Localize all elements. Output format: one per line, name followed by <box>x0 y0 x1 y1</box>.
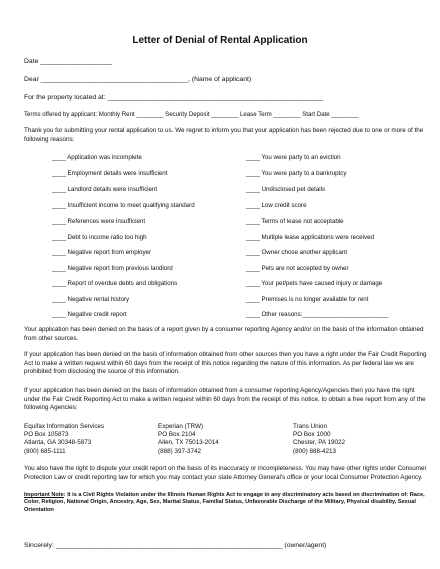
reason-right-8: ____ Pets are not accepted by owner <box>246 265 349 272</box>
signature-line: Sincerely: ____________________________________________________________ (owner/agent) <box>24 542 327 549</box>
reason-right-6: ____ Multiple lease applications were received <box>246 234 374 241</box>
reason-right-3: ____ Undisclosed pet details <box>246 186 326 193</box>
important-note-text: : It is a Civil Rights Violation under the Illinois Human Rights Act to engage in any discriminatory acts based on discrimination of: Race, Color, Religion, National Origin, Ancestry, Age, Sex, Marital Status, Familial Status, Unfavorable Discharge of the Military, Physical disability, Sexual Orientation <box>24 492 425 513</box>
dear-line: Dear _______________________________________, (Name of applicant) <box>24 76 252 83</box>
agency-name: Experian (TRW) <box>158 423 204 430</box>
agency-equifax <box>24 423 104 456</box>
reason-left-1: ____ Application was incomplete <box>52 154 142 161</box>
agency-name: Equifax Information Services <box>24 423 105 430</box>
reason-right-11: ____ Other reasons:_________________________ <box>246 311 389 318</box>
reason-left-9: ____ Report of overdue debts and obligations <box>52 280 178 287</box>
reason-right-9: ____ Your pet/pets have caused injury or damage <box>246 280 383 287</box>
date-line: Date ___________________ <box>24 58 113 65</box>
terms-line: Terms offered by applicant: Monthly Rent ________ Security Deposit ________ Lease Term ________ Start Date ________ <box>24 111 359 118</box>
paragraph-other-sources: If your application has been denied on the basis of information obtained from other sources then you have a right under the Fair Credit Reporting Act to make a written request within 60 days from the receipt of this notice regarding the nature of this information. As per federal law we are prohibited from disclosing the source of this information. <box>24 351 427 376</box>
agency-transunion <box>293 423 345 456</box>
reason-left-3: ____ Landlord details were insufficient <box>52 186 158 193</box>
intro-paragraph: Thank you for submitting your rental application to us. We regret to inform you that your application has been rejected due to one or more of the following reasons: <box>24 127 424 143</box>
agency-address-line-1: PO Box 105873 <box>24 431 69 439</box>
important-note-label: Important Note <box>24 492 64 498</box>
agency-phone: (888) 397-3742 <box>158 447 202 455</box>
document-title: Letter of Denial of Rental Application <box>132 35 308 46</box>
agency-name: Trans Union <box>293 423 328 430</box>
reason-right-5: ____ Terms of lease not acceptable <box>246 218 344 225</box>
agency-address-line-1: PO Box 1000 <box>293 431 331 439</box>
reason-left-6: ____ Debt to income ratio too high <box>52 234 147 241</box>
reason-right-2: ____ You were party to a bankruptcy <box>246 170 347 177</box>
reason-left-10: ____ Negative rental history <box>52 296 130 303</box>
paragraph-consumer-report: Your application has been denied on the basis of a report given by a consumer reporting Agency and/or on the basis of the information obtained from other sources. <box>24 326 424 342</box>
agency-address-line-1: PO Box 2104 <box>158 431 196 439</box>
reason-left-2: ____ Employment details were insufficient <box>52 170 168 177</box>
reason-left-5: ____ References were insufficient <box>52 218 146 225</box>
reason-right-1: ____ You were party to an eviction <box>246 154 341 161</box>
agency-address-line-2: Chester, PA 19022 <box>293 439 346 447</box>
reason-right-10: ____ Premises is no longer available for rent <box>246 296 369 303</box>
agency-phone: (800) 888-4213 <box>293 447 337 455</box>
agency-address-line-2: Atlanta, GA 30348-5873 <box>24 439 92 447</box>
agency-phone: (800) 685-1111 <box>24 447 66 455</box>
paragraph-agencies: If your application has been denied on the basis of information obtained from a consumer reporting Agency/Agencies then you have the right under the Fair Credit Reporting Act to make a written request within 60 days from the receipt of this notice, to obtain a free report from any of the following Agencies: <box>24 387 426 412</box>
paragraph-dispute-rights: You also have the right to dispute your credit report on the basis of its inaccuracy or incompleteness. You may have other rights under Consumer Protection Law or credit reporting law for which you may contact your state Attorney General's office or your local Consumer Protection Agency. <box>24 465 427 481</box>
reason-left-7: ____ Negative report from employer <box>52 249 152 256</box>
reason-right-7: ____ Owner chose another applicant <box>246 249 348 256</box>
agency-address-line-2: Allen, TX 75013-2014 <box>158 439 219 447</box>
reason-left-11: ____ Negative credit report <box>52 311 127 318</box>
agency-experian <box>158 423 219 456</box>
reason-left-4: ____ Insufficient income to meet qualifying standard <box>52 202 195 209</box>
reason-left-8: ____ Negative report from previous landlord <box>52 265 173 272</box>
important-note <box>24 492 429 514</box>
reason-right-4: ____ Low credit score <box>246 202 307 209</box>
property-line: For the property located at: _________________________________________________________ <box>24 94 323 101</box>
